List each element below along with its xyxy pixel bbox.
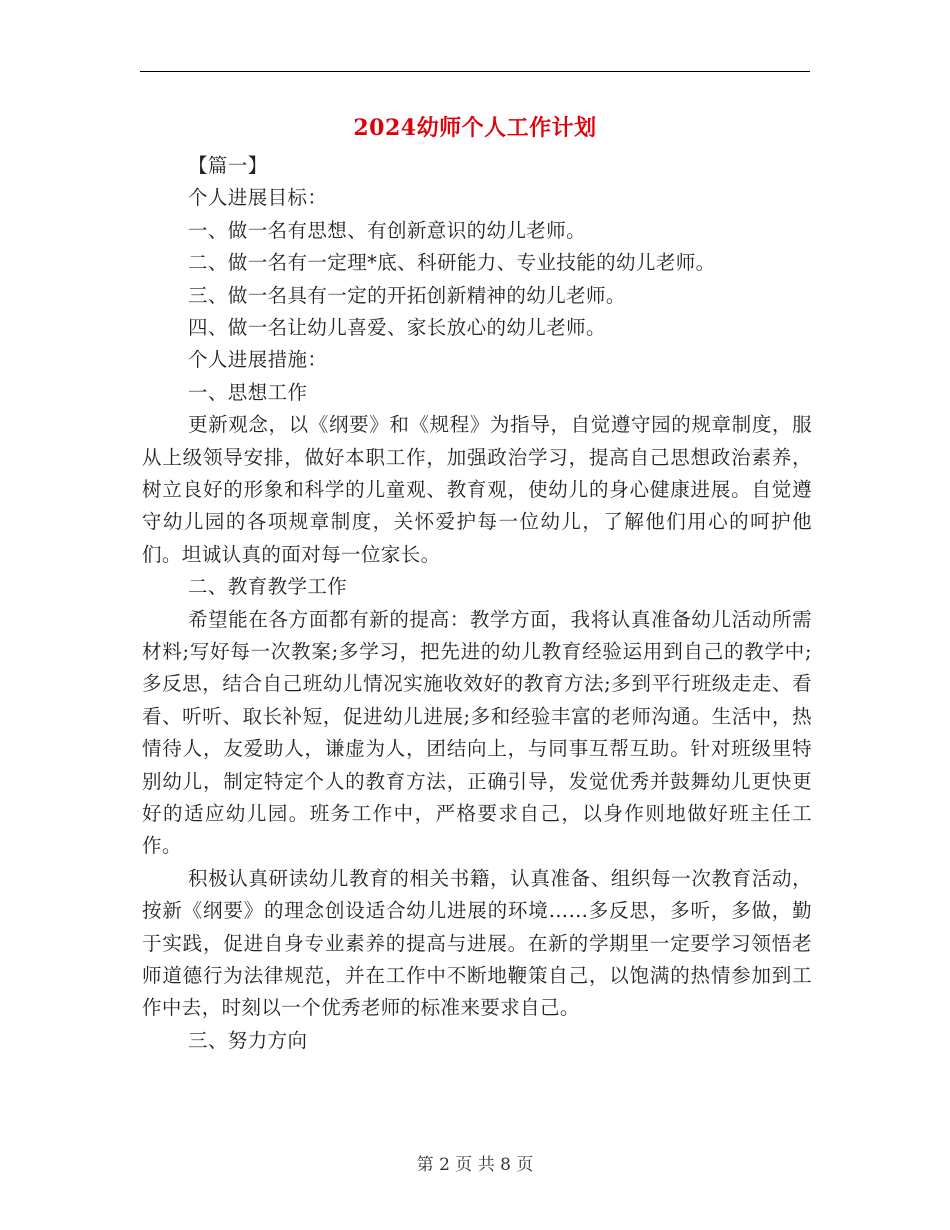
thought-work-paragraph: 更新观念，以《纲要》和《规程》为指导，自觉遵守园的规章制度，服从上级领导安排，做好本职工作，加强政治学习，提高自己思想政治素养，树立良好的形象和科学的儿童观、教育观，使幼儿的身心健康进展。自觉遵守幼儿园的各项规章制度，关怀爱护每一位幼儿，了解他们用心的呵护他们。坦诚认真的面对每一位家长。 bbox=[142, 413, 812, 566]
measures-heading: 个人进展措施： bbox=[188, 348, 328, 372]
thought-work-heading: 一、思想工作 bbox=[188, 380, 308, 404]
header-rule bbox=[140, 71, 810, 72]
document-title: 2024幼师个人工作计划 bbox=[353, 115, 597, 141]
goal-item-4: 四、做一名让幼儿喜爱、家长放心的幼儿老师。 bbox=[188, 315, 606, 339]
goal-item-3: 三、做一名具有一定的开拓创新精神的幼儿老师。 bbox=[188, 283, 626, 307]
goal-item-1: 一、做一名有思想、有创新意识的幼儿老师。 bbox=[188, 218, 587, 242]
goals-heading: 个人进展目标： bbox=[188, 186, 328, 210]
teaching-work-paragraph: 希望能在各方面都有新的提高：教学方面，我将认真准备幼儿活动所需材料;写好每一次教案;多学习，把先进的幼儿教育经验运用到自己的教学中;多反思，结合自己班幼儿情况实施收效好的教育方法;多到平行班级走走、看看、听听、取长补短，促进幼儿进展;多和经验丰富的老师沟通。生活中，热情待人，友爱助人，谦虚为人，团结向上，与同事互帮互助。针对班级里特别幼儿，制定特定个人的教育方法，正确引导，发觉优秀并鼓舞幼儿更快更好的适应幼儿园。班务工作中，严格要求自己，以身作则地做好班主任工作。 bbox=[142, 607, 812, 858]
goal-item-2: 二、做一名有一定理*底、科研能力、专业技能的幼儿老师。 bbox=[188, 251, 716, 275]
study-paragraph: 积极认真研读幼儿教育的相关书籍，认真准备、组织每一次教育活动，按新《纲要》的理念创设适合幼儿进展的环境……多反思，多听，多做，勤于实践，促进自身专业素养的提高与进展。在新的学期里一定要学习领悟老师道德行为法律规范，并在工作中不断地鞭策自己，以饱满的热情参加到工作中去，时刻以一个优秀老师的标准来要求自己。 bbox=[142, 866, 812, 1020]
direction-heading: 三、努力方向 bbox=[188, 1028, 308, 1052]
document-body bbox=[142, 150, 812, 1057]
section-label: 【篇一】 bbox=[188, 154, 268, 177]
page-number: 第 2 页 共 8 页 bbox=[416, 1155, 534, 1175]
teaching-work-heading: 二、教育教学工作 bbox=[188, 575, 348, 599]
